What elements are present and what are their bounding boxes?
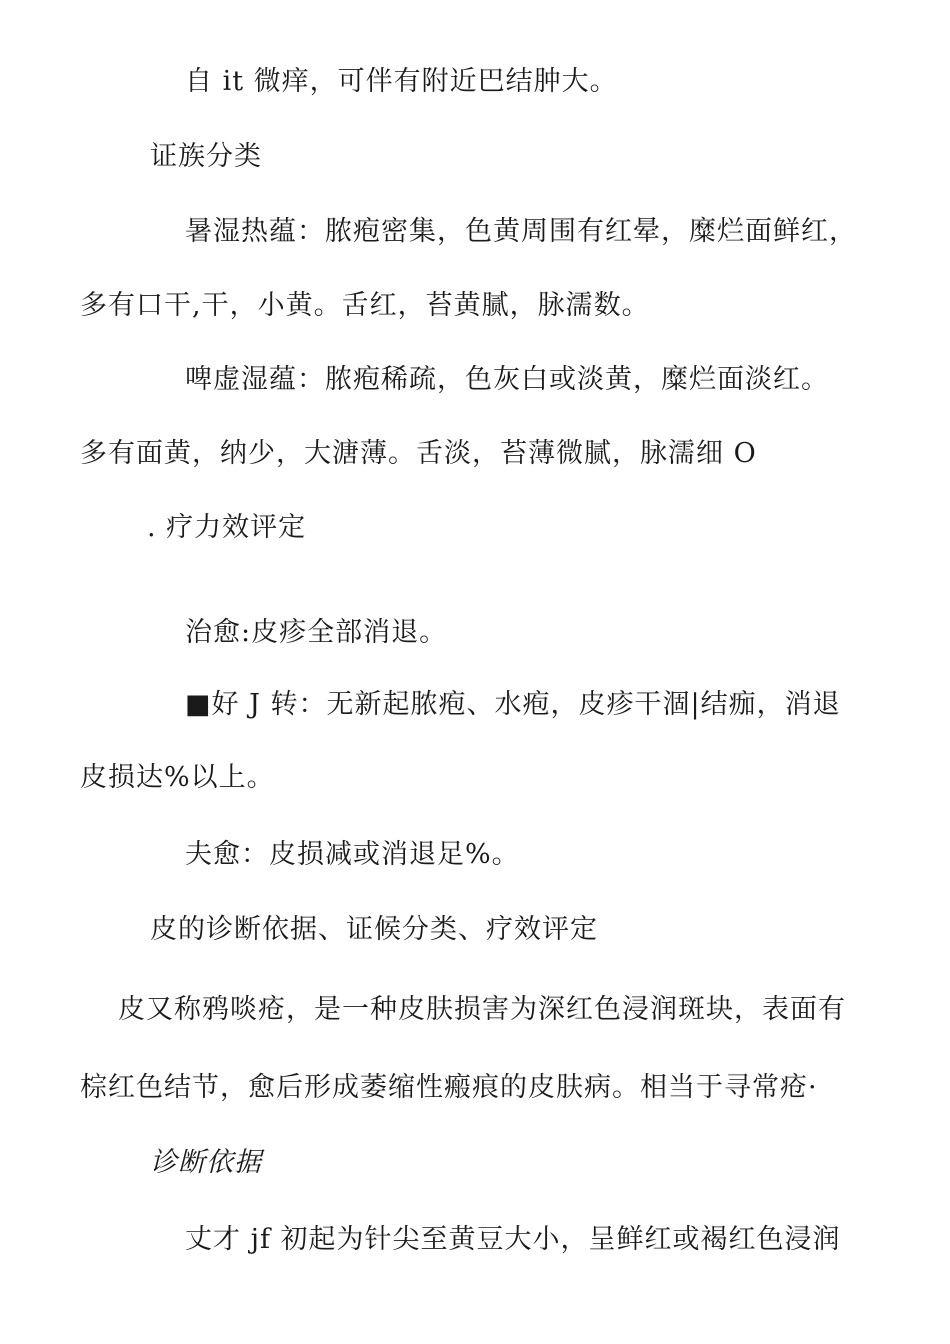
heading-diagnosis-classification-efficacy: 皮的诊断依据、证候分类、疗效评定 bbox=[150, 914, 598, 945]
text-line-dry-mouth: 多有口干,干，小黄。舌红，苔黄腻，脉濡数。 bbox=[80, 290, 650, 321]
heading-efficacy-evaluation: . 疗力效评定 bbox=[147, 512, 307, 543]
text-line-lesion-regression: 皮损达%以上。 bbox=[80, 762, 275, 793]
text-line-definition: 皮又称鸦啖疮，是一种皮肤损害为深红色浸润斑块，表面有 bbox=[118, 994, 846, 1025]
heading-diagnostic-basis: 诊断依据 bbox=[150, 1147, 262, 1178]
text-line-spleen-deficiency: 啤虚湿蕴：脓疱稀疏，色灰白或淡黄，糜烂面淡红。 bbox=[185, 364, 829, 395]
text-line-improved: ■好 J 转：无新起脓疱、水疱，皮疹干涸|结痂，消退 bbox=[185, 689, 841, 720]
text-line-itch: 自 it 微痒，可伴有附近巴结肿大。 bbox=[185, 66, 618, 97]
text-line-summer-damp-heat: 暑湿热蕴：脓疱密集，色黄周围有红晕，糜烂面鲜红， bbox=[185, 216, 857, 247]
text-line-not-cured: 夫愈：皮损减或消退足%。 bbox=[185, 839, 520, 870]
text-line-initial-lesion: 丈才 jf 初起为针尖至黄豆大小，呈鲜红或褐红色浸润 bbox=[185, 1224, 841, 1255]
text-line-sallow-face: 多有面黄，纳少，大溏薄。舌淡，苔薄微腻，脉濡细 O bbox=[80, 438, 757, 469]
text-line-cured: 治愈:皮疹全部消退。 bbox=[185, 617, 448, 648]
text-line-nodules: 棕红色结节，愈后形成萎缩性瘢痕的皮肤病。相当于寻常疮· bbox=[80, 1072, 818, 1103]
heading-syndrome-classification: 证族分类 bbox=[150, 141, 262, 172]
